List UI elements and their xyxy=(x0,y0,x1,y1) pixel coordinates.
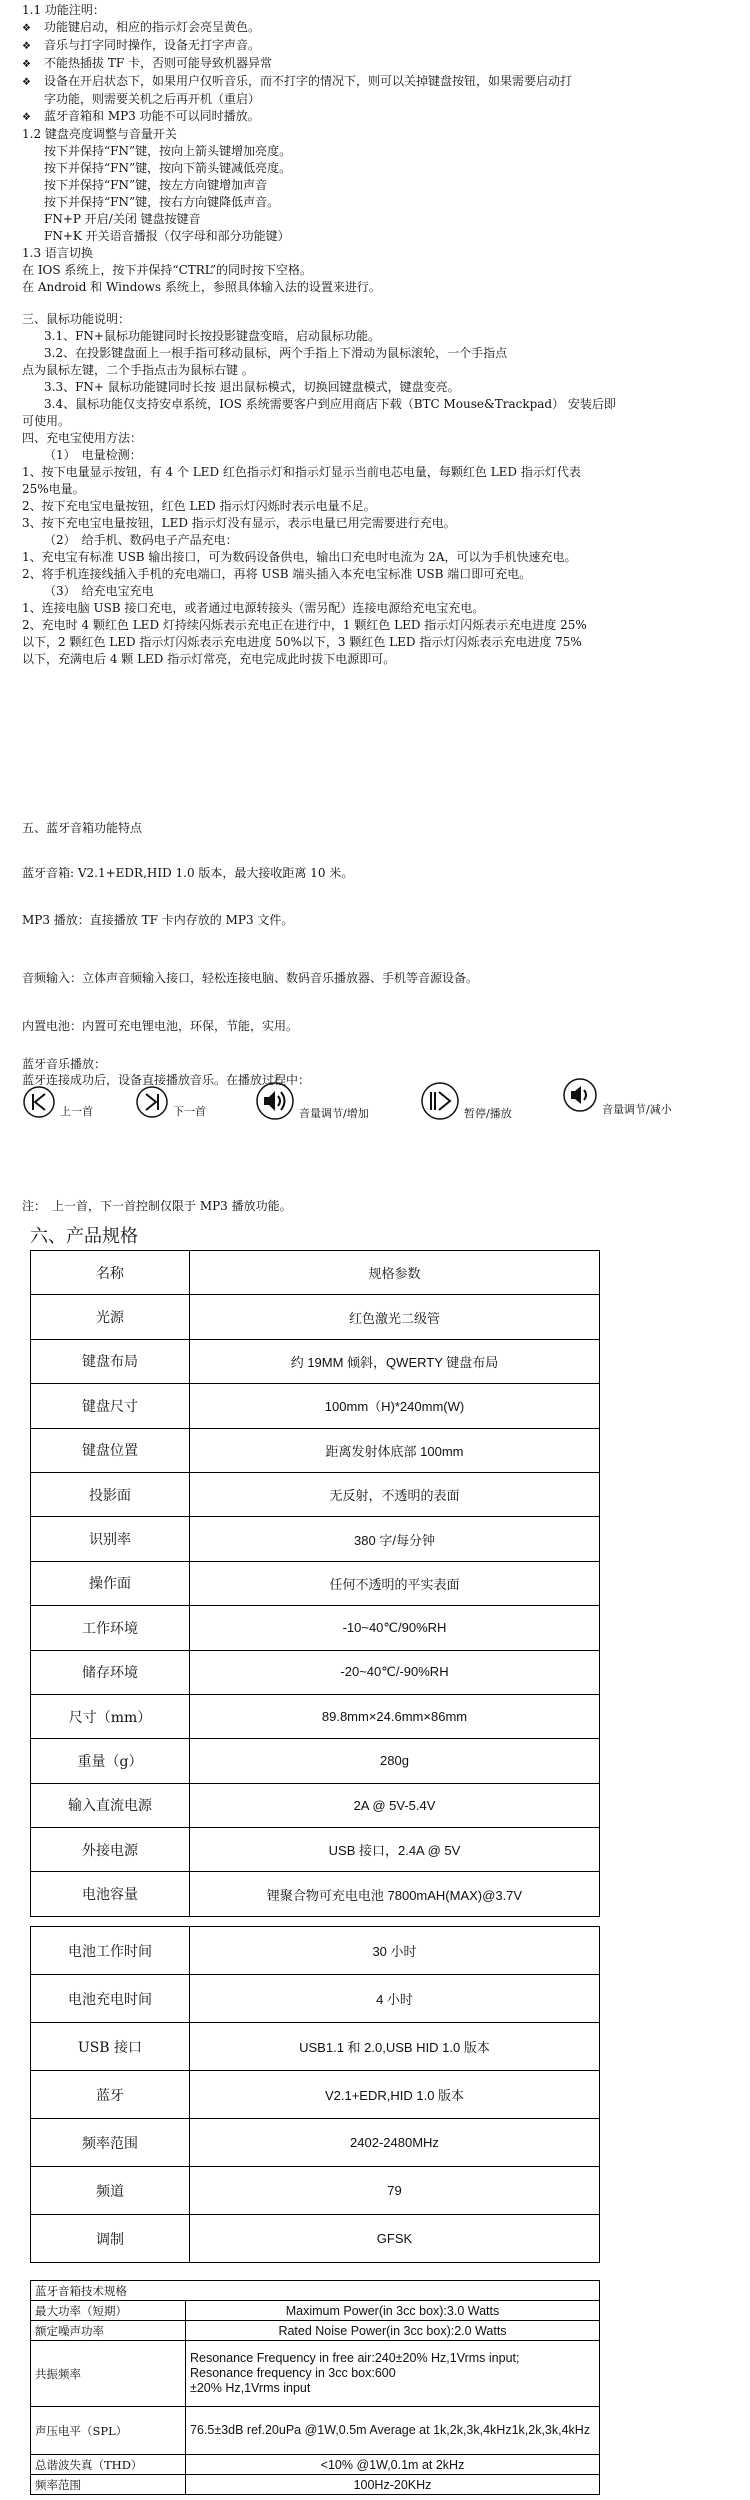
spec-row xyxy=(31,2475,600,2495)
spec-value: 380 字/每分钟 xyxy=(190,1517,600,1561)
spec-key: 名称 xyxy=(31,1251,190,1295)
spec-key: 键盘尺寸 xyxy=(31,1384,190,1428)
icon-label: 音量调节/增加 xyxy=(299,1107,369,1120)
spec-key: 频道 xyxy=(31,2167,190,2215)
spec-key: 电池容量 xyxy=(31,1872,190,1916)
volume-down-control xyxy=(562,1077,672,1116)
text-line xyxy=(22,651,662,668)
text-line xyxy=(22,160,662,177)
text-line xyxy=(22,532,662,549)
text-line xyxy=(22,430,662,447)
text-line-content: 3.1、FN+鼠标功能键同时长按投影键盘变暗，启动鼠标功能。 xyxy=(44,329,380,343)
text-line-content: 以下，2 颗红色 LED 指示灯闪烁表示充电进度 50%以下，3 颗红色 LED 指示灯闪烁表示充电进度 75% xyxy=(22,635,582,649)
spec-key: 电池工作时间 xyxy=(31,1927,190,1975)
text-line-content: 25%电量。 xyxy=(22,482,85,496)
spec-key: USB 接口 xyxy=(31,2023,190,2071)
spec-row xyxy=(31,1872,600,1916)
spec-value: GFSK xyxy=(190,2215,600,2263)
text-line-content: 四、充电宝使用方法： xyxy=(22,431,143,445)
spec-key: 操作面 xyxy=(31,1561,190,1605)
text-line-content: 1、连接电脑 USB 接口充电，或者通过电源转接头（需另配）连接电源给充电宝充电。 xyxy=(22,601,485,615)
text-line-content: 音乐与打字同时操作，设备无打字声音。 xyxy=(44,38,261,52)
text-line-content: （1） 电量检测： xyxy=(44,448,142,462)
text-line xyxy=(22,177,662,194)
spec-row xyxy=(31,2119,600,2167)
spec-value: 任何不透明的平实表面 xyxy=(190,1561,600,1605)
text-line xyxy=(22,55,662,73)
spec-key: 投影面 xyxy=(31,1472,190,1516)
icon-label: 下一首 xyxy=(173,1105,206,1118)
spec-row xyxy=(31,2407,600,2455)
spec-key: 总谐波失真（THD） xyxy=(31,2455,186,2475)
spec-row xyxy=(31,1295,600,1339)
spec-row xyxy=(31,1339,600,1383)
spec-value: 约 19MM 倾斜，QWERTY 键盘布局 xyxy=(190,1339,600,1383)
spec-table-2 xyxy=(30,1926,600,2263)
spec-row xyxy=(31,1783,600,1827)
spec-key: 光源 xyxy=(31,1295,190,1339)
text-line-content: 3、按下充电宝电量按钮，LED 指示灯没有显示，表示电量已用完需要进行充电。 xyxy=(22,516,456,530)
text-line-content: 1.3 语言切换 xyxy=(22,246,93,260)
text-line xyxy=(22,73,662,91)
spec-row xyxy=(31,1828,600,1872)
spec-key: 识别率 xyxy=(31,1517,190,1561)
spec-row xyxy=(31,2341,600,2407)
text-line-content: FN+P 开启/关闭 键盘按键音 xyxy=(44,212,201,226)
spec-key: 频率范围 xyxy=(31,2475,186,2495)
text-line xyxy=(22,549,662,566)
spec-value: 76.5±3dB ref.20uPa @1W,0.5m Average at 1k,2k,3k,4kHz1k,2k,3k,4kHz xyxy=(186,2407,600,2455)
text-line xyxy=(22,328,662,345)
battery-text: 内置电池：内置可充电锂电池，环保，节能，实用。 xyxy=(22,1019,299,1033)
spec-row xyxy=(31,2455,600,2475)
text-line-content: 3.2、在投影键盘面上一根手指可移动鼠标，两个手指上下滑动为鼠标滚轮，一个手指点 xyxy=(44,346,508,360)
spec-value: 100mm（H)*240mm(W) xyxy=(190,1384,600,1428)
spec-row xyxy=(31,1606,600,1650)
spec-row xyxy=(31,1975,600,2023)
text-line xyxy=(22,566,662,583)
text-line-content: 点为鼠标左键，二个手指点击为鼠标右键 。 xyxy=(22,363,254,377)
spec-row xyxy=(31,1561,600,1605)
text-line xyxy=(22,600,662,617)
text-line xyxy=(22,447,662,464)
spec-value: 280g xyxy=(190,1739,600,1783)
spec-value: 距离发射体底部 100mm xyxy=(190,1428,600,1472)
play-pause-icon xyxy=(420,1081,460,1121)
text-line-content: 三、鼠标功能说明： xyxy=(22,312,131,326)
text-line-content: 功能键启动，相应的指示灯会亮呈黄色。 xyxy=(44,20,261,34)
spec-row xyxy=(31,1251,600,1295)
spec-key: 额定噪声功率 xyxy=(31,2321,186,2341)
volume-up-control xyxy=(255,1081,369,1121)
play-pause-control xyxy=(420,1081,512,1121)
spec-key: 声压电平（SPL） xyxy=(31,2407,186,2455)
spec-key: 蓝牙 xyxy=(31,2071,190,2119)
spec-row xyxy=(31,1739,600,1783)
text-line xyxy=(22,194,662,211)
icon-label: 上一首 xyxy=(60,1105,93,1118)
spec-value: Rated Noise Power(in 3cc box):2.0 Watts xyxy=(186,2321,600,2341)
text-line-content: 设备在开启状态下，如果用户仅听音乐，而不打字的情况下，则可以关掉键盘按钮，如果需要启动打 xyxy=(44,74,573,88)
text-line-content: 1、充电宝有标准 USB 输出接口，可为数码设备供电，输出口充电时电流为 2A，可以为手机快速充电。 xyxy=(22,550,577,564)
text-line-content: （3） 给充电宝充电 xyxy=(44,584,154,598)
spec-row xyxy=(31,1428,600,1472)
text-line xyxy=(22,262,662,279)
text-line-content: 蓝牙音箱和 MP3 功能不可以同时播放。 xyxy=(44,109,260,123)
bullet-icon: ❖ xyxy=(22,41,31,52)
text-line xyxy=(22,379,662,396)
text-line-content: 字功能，则需要关机之后再开机（重启） xyxy=(44,92,261,106)
text-line-content: 按下并保持“FN”键，按左方向键增加声音 xyxy=(44,178,268,192)
spec-row xyxy=(31,1517,600,1561)
spec-value: 4 小时 xyxy=(190,1975,600,2023)
text-line-content: 3.3、FN+ 鼠标功能键同时长按 退出鼠标模式，切换回键盘模式，键盘变亮。 xyxy=(44,380,460,394)
volume-down-icon xyxy=(562,1077,598,1113)
next-track-icon xyxy=(135,1085,169,1119)
next-track-control xyxy=(135,1085,206,1119)
spec-value: USB1.1 和 2.0,USB HID 1.0 版本 xyxy=(190,2023,600,2071)
text-line xyxy=(22,583,662,600)
text-line-content: （2） 给手机、数码电子产品充电： xyxy=(44,533,238,547)
spec-key: 频率范围 xyxy=(31,2119,190,2167)
spec-value: <10% @1W,0.1m at 2kHz xyxy=(186,2455,600,2475)
spec-value: Maximum Power(in 3cc box):3.0 Watts xyxy=(186,2301,600,2321)
spec-value: 锂聚合物可充电电池 7800mAH(MAX)@3.7V xyxy=(190,1872,600,1916)
spec-value: 100Hz-20KHz xyxy=(186,2475,600,2495)
spec-table-1 xyxy=(30,1250,600,1917)
text-line xyxy=(22,311,662,328)
spec-key: 电池充电时间 xyxy=(31,1975,190,2023)
spec-key: 最大功率（短期） xyxy=(31,2301,186,2321)
text-line-content: 1.1 功能注明： xyxy=(22,3,105,17)
text-line xyxy=(22,19,662,37)
spec-value: 2A @ 5V-5.4V xyxy=(190,1783,600,1827)
text-line xyxy=(22,362,662,379)
text-line xyxy=(22,211,662,228)
prev-track-control xyxy=(22,1085,93,1119)
text-line xyxy=(22,464,662,481)
spec-value: 30 小时 xyxy=(190,1927,600,1975)
text-line-content: FN+K 开关语音播报（仅字母和部分功能键） xyxy=(44,229,290,243)
spec-title: 六、产品规格 xyxy=(30,1226,138,1247)
speaker-spec-header: 蓝牙音箱技术规格 xyxy=(31,2281,600,2301)
text-line xyxy=(22,481,662,498)
spec-value: Resonance Frequency in free air:240±20% Hz,1Vrms input; Resonance frequency in 3cc box:600 ±20% Hz,1Vrms input xyxy=(186,2341,600,2407)
mp3-text: MP3 播放：直接播放 TF 卡内存放的 MP3 文件。 xyxy=(22,913,294,927)
spec-key: 重量（g） xyxy=(31,1739,190,1783)
text-line-content: 1、按下电量显示按钮，有 4 个 LED 红色指示灯和指示灯显示当前电芯电量，每颗红色 LED 指示灯代表 xyxy=(22,465,581,479)
text-line-content: 在 Android 和 Windows 系统上，参照具体输入法的设置来进行。 xyxy=(22,280,381,294)
section-title: 五、蓝牙音箱功能特点 xyxy=(22,821,143,835)
text-line-content: 在 IOS 系统上，按下并保持“CTRL”的同时按下空格。 xyxy=(22,263,313,277)
spec-key: 外接电源 xyxy=(31,1828,190,1872)
text-line xyxy=(22,228,662,245)
music-title: 蓝牙音乐播放： xyxy=(22,1057,107,1071)
bullet-icon: ❖ xyxy=(22,23,31,34)
text-line-content: 3.4、鼠标功能仅支持安卓系统，IOS 系统需要客户到应用商店下载（BTC Mouse&Trackpad） 安装后即 xyxy=(44,397,616,411)
text-line-content: 2、按下充电宝电量按钮，红色 LED 指示灯闪烁时表示电量不足。 xyxy=(22,499,376,513)
spec-key: 键盘位置 xyxy=(31,1428,190,1472)
spec-key: 储存环境 xyxy=(31,1650,190,1694)
text-line xyxy=(22,2,662,19)
icon-label: 音量调节/减小 xyxy=(602,1103,672,1116)
spec-row xyxy=(31,2071,600,2119)
text-line-content: 可使用。 xyxy=(22,414,71,428)
text-line xyxy=(22,396,662,413)
spec-key: 尺寸（mm） xyxy=(31,1694,190,1738)
spec-row xyxy=(31,1927,600,1975)
text-line xyxy=(22,279,662,296)
text-line xyxy=(22,37,662,55)
text-line xyxy=(22,245,662,262)
bullet-icon: ❖ xyxy=(22,77,31,88)
text-line xyxy=(22,498,662,515)
spec-value: -20~40℃/-90%RH xyxy=(190,1650,600,1694)
text-line-content: 按下并保持“FN”键，按向下箭头键减低亮度。 xyxy=(44,161,292,175)
spec-key: 输入直流电源 xyxy=(31,1783,190,1827)
text-line xyxy=(22,143,662,160)
spec-value: 89.8mm×24.6mm×86mm xyxy=(190,1694,600,1738)
spec-row xyxy=(31,1384,600,1428)
spec-row xyxy=(31,2215,600,2263)
prev-track-icon xyxy=(22,1085,56,1119)
text-line-content: 以下，充满电后 4 颗 LED 指示灯常亮，充电完成此时拔下电源即可。 xyxy=(22,652,396,666)
spec-value: -10~40℃/90%RH xyxy=(190,1606,600,1650)
spec-value: 规格参数 xyxy=(190,1251,600,1295)
playback-controls xyxy=(22,1085,722,1135)
spec-value: V2.1+EDR,HID 1.0 版本 xyxy=(190,2071,600,2119)
text-line-content: 不能热插拔 TF 卡，否则可能导致机器异常 xyxy=(44,56,272,70)
audio-input-text: 音频输入：立体声音频输入接口，轻松连接电脑、数码音乐播放器、手机等音源设备。 xyxy=(22,971,479,985)
spec-key: 工作环境 xyxy=(31,1606,190,1650)
spec-value: USB 接口，2.4A @ 5V xyxy=(190,1828,600,1872)
bullet-icon: ❖ xyxy=(22,59,31,70)
spec-row xyxy=(31,2023,600,2071)
text-line-content: 按下并保持“FN”键，按右方向键降低声音。 xyxy=(44,195,280,209)
spec-value: 无反射，不透明的表面 xyxy=(190,1472,600,1516)
spec-value: 红色激光二级管 xyxy=(190,1295,600,1339)
spec-row xyxy=(31,1694,600,1738)
text-line xyxy=(22,108,662,126)
spec-key: 共振频率 xyxy=(31,2341,186,2407)
text-line xyxy=(22,91,662,108)
text-line xyxy=(22,345,662,362)
function-notes-section xyxy=(22,2,662,668)
text-line xyxy=(22,617,662,634)
text-line xyxy=(22,634,662,651)
spec-value: 79 xyxy=(190,2167,600,2215)
text-line xyxy=(22,515,662,532)
text-line-content: 2、将手机连接线插入手机的充电端口，再将 USB 端头插入本充电宝标准 USB 端口即可充电。 xyxy=(22,567,532,581)
text-line-content: 2、充电时 4 颗红色 LED 灯持续闪烁表示充电正在进行中，1 颗红色 LED 指示灯闪烁表示充电进度 25% xyxy=(22,618,587,632)
spec-row xyxy=(31,2167,600,2215)
spec-row xyxy=(31,2321,600,2341)
spec-key: 调制 xyxy=(31,2215,190,2263)
spec-key: 键盘布局 xyxy=(31,1339,190,1383)
icon-label: 暂停/播放 xyxy=(464,1107,512,1120)
spec-header-row xyxy=(31,2281,600,2301)
text-line-content: 1.2 键盘亮度调整与音量开关 xyxy=(22,127,177,141)
spec-value: 2402-2480MHz xyxy=(190,2119,600,2167)
note-text: 注： 上一首，下一首控制仅限于 MP3 播放功能。 xyxy=(22,1199,292,1213)
spec-row xyxy=(31,1472,600,1516)
spec-row xyxy=(31,2301,600,2321)
text-line xyxy=(22,126,662,143)
volume-up-icon xyxy=(255,1081,295,1121)
music-desc: 蓝牙连接成功后，设备直接播放音乐。在播放过程中： xyxy=(22,1073,311,1087)
speaker-spec-table xyxy=(30,2280,600,2495)
bullet-icon: ❖ xyxy=(22,112,31,123)
text-line xyxy=(22,413,662,430)
spec-row xyxy=(31,1650,600,1694)
text-line-content: 按下并保持“FN”键，按向上箭头键增加亮度。 xyxy=(44,144,292,158)
bt-version-text: 蓝牙音箱: V2.1+EDR,HID 1.0 版本，最大接收距离 10 米。 xyxy=(22,866,354,880)
